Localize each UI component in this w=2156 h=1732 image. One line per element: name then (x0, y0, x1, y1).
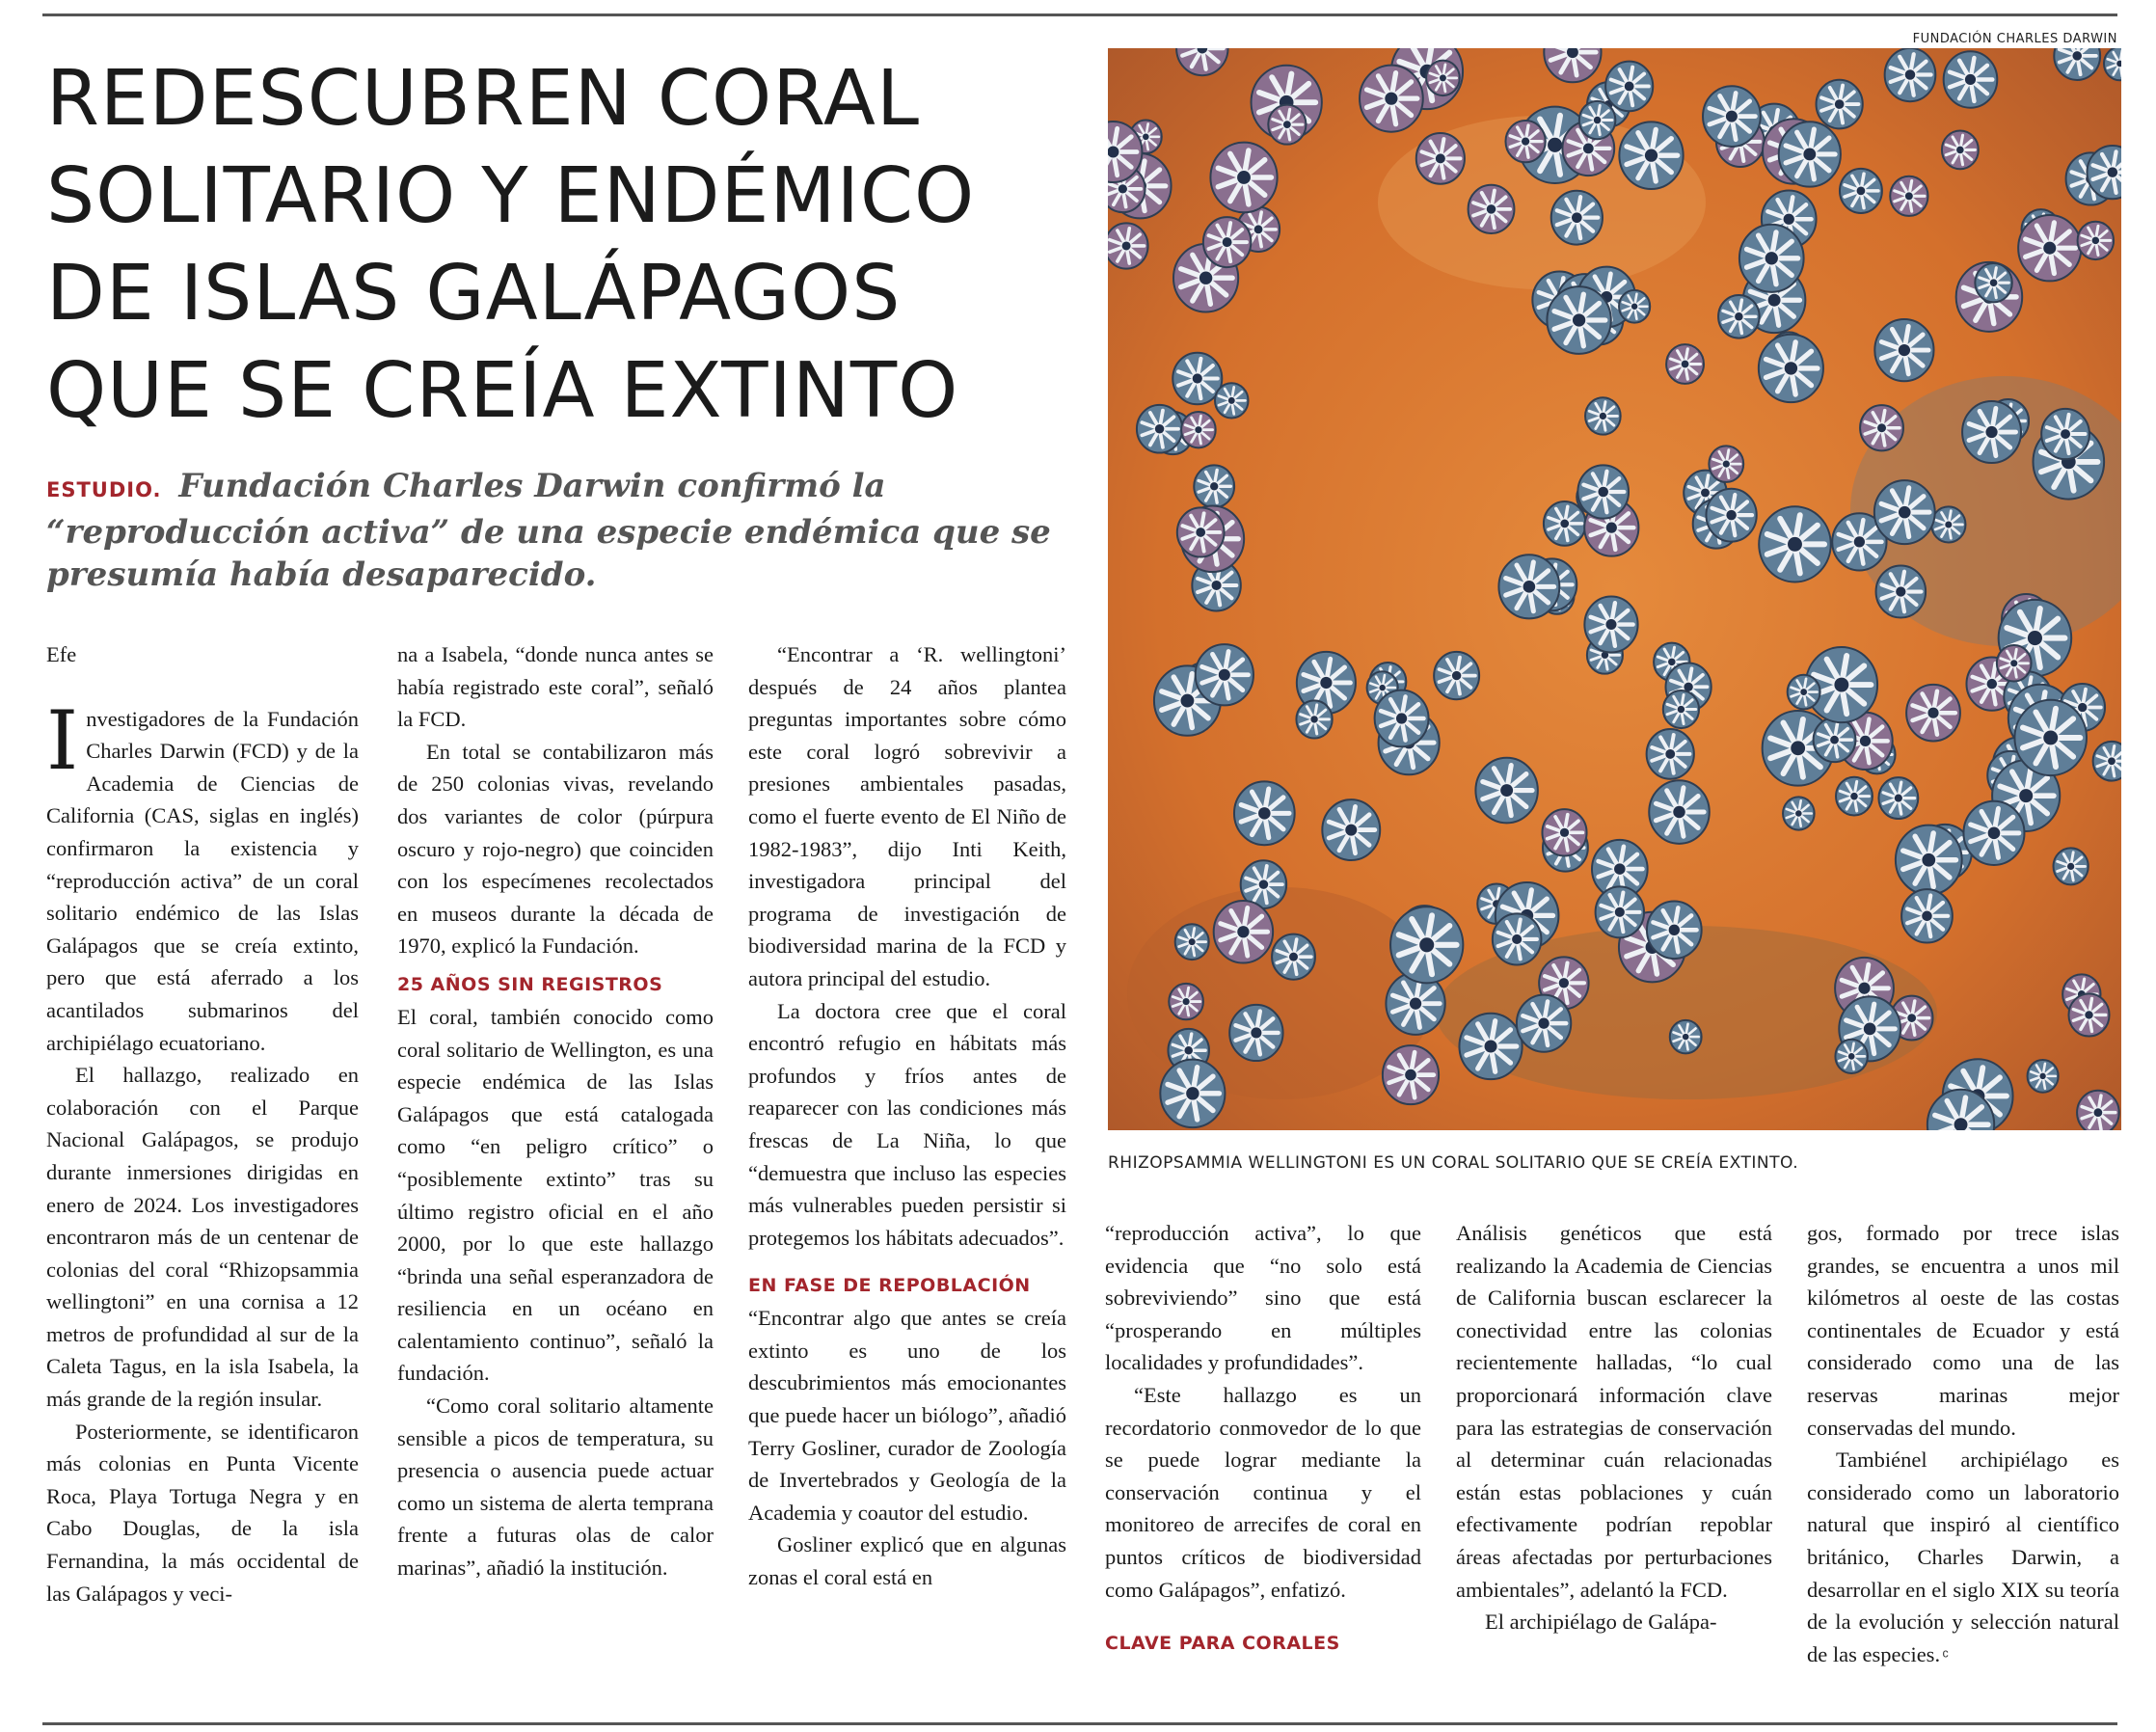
coral-polyp (2018, 215, 2081, 281)
coral-polyp (1215, 383, 1248, 418)
coral-polyp (1840, 169, 1882, 213)
coral-polyp (1579, 101, 1615, 139)
coral-polyp (1890, 176, 1927, 216)
photo-caption: RHIZOPSAMMIA WELLINGTONI ES UN CORAL SOLITARIO QUE SE CREÍA EXTINTO. (1108, 1153, 1799, 1173)
paragraph: Investigadores de la Fundación Charles Darwin (FCD) y de la Academia de Ciencias de California (CAS, siglas en inglés) confirmaron la existencia y “reproducción activa” de un coral solitario endémico de las Islas Galápagos que se creía extinto, pero que está aferrado a los acantilados submarinos del archipiélago ecuatoriano. (46, 692, 359, 1055)
coral-polyp (1739, 225, 1804, 292)
coral-polyp (1997, 645, 2032, 682)
coral-polyp (1272, 934, 1315, 980)
coral-polyp (1703, 86, 1761, 147)
coral-polyp (1551, 191, 1603, 245)
coral-polyp (1878, 777, 1918, 819)
coral-polyp (1944, 51, 1998, 107)
coral-polyp (1169, 984, 1203, 1019)
article-column-6 (1807, 1217, 2119, 1672)
coral-polyp (1942, 131, 1979, 170)
paragraph: na a Isabela, “donde nunca antes se había registrado este coral”, señaló la FCD. (397, 642, 714, 732)
headline-line-1: REDESCUBREN CORAL (46, 54, 920, 143)
headline-line-4: QUE SE CREÍA EXTINTO (46, 346, 959, 435)
coral-polyp (1547, 286, 1610, 354)
coral-polyp (1542, 809, 1586, 855)
coral-polyp (1931, 506, 1965, 542)
coral-polyp (2028, 1060, 2059, 1093)
coral-polyp (1788, 675, 1820, 710)
coral-polyp (1874, 480, 1935, 544)
coral-polyp (1596, 886, 1644, 937)
headline-line-3: DE ISLAS GALÁPAGOS (46, 249, 902, 338)
coral-polyp (1666, 344, 1704, 384)
coral-polyp (1108, 223, 1148, 268)
coral-polyp (1322, 799, 1380, 860)
coral-polyp (1469, 185, 1515, 233)
paragraph: “Este hallazgo es un recordatorio conmovedor de lo que se puede lograr mediante la conservación continua y el monitoreo de arrecifes de coral en puntos críticos de biodiversidad como Galápagos”, enfatizó. (1105, 1382, 1421, 1602)
coral-photo (1108, 48, 2121, 1130)
coral-polyp (1759, 506, 1831, 582)
coral-polyp (1670, 1020, 1702, 1053)
coral-polyp (1779, 122, 1841, 186)
coral-polyp (1585, 397, 1621, 434)
paragraph: “Como coral solitario altamente sensible a picos de temperatura, su presencia o ausencia puede actuar como un sistema de alerta temprana frente a futuras olas de calor marinas”, añadió la institución. (397, 1394, 714, 1581)
coral-polyp (1296, 700, 1332, 738)
coral-polyp (1885, 48, 1936, 101)
paragraph: “Encontrar a ‘R. wellingtoni’ después de 24 años plantea preguntas importantes sobre cómo este coral logró sobrevivir a presiones ambientales pasadas, como el fuerte evento de El Niño de 1982-1983”, dijo Inti Keith, investigadora principal del programa de investigación de biodiversidad marina de la FCD y autora principal del estudio. (748, 642, 1066, 990)
coral-polyp (1605, 62, 1653, 112)
paragraph: gos, formado por trece islas grandes, se encuentra a unos mil kilómetros al oeste de las costas continentales de Ecuador y está considerado como una de las reservas marinas mejor conservadas del mundo. (1807, 1221, 2119, 1440)
coral-polyp (1718, 295, 1760, 338)
coral-polyp (1709, 446, 1743, 482)
coral-polyp (1493, 913, 1542, 964)
coral-polyp (2014, 700, 2087, 775)
coral-polyp (2078, 222, 2114, 259)
paragraph: El hallazgo, realizado en colaboración con el Parque Nacional Galápagos, se produjo durante inmersiones dirigidas en enero de 2024. Los investigadores encontraron más de un centenar de colonias del coral “Rhizopsammia wellingtoni” en una cornisa a 12 metros de profundidad al sur de la Caleta Tagus, en la isla Isabela, la más grande de la región insular. (46, 1063, 359, 1412)
coral-polyp (1383, 1045, 1439, 1104)
coral-polyp (1434, 652, 1479, 699)
coral-polyp (1203, 217, 1252, 267)
coral-polyp (1647, 902, 1702, 960)
subhead: CLAVE PARA CORALES (1105, 1633, 1340, 1655)
coral-polyp (1229, 1005, 1282, 1061)
article-column-4 (1105, 1217, 1421, 1660)
coral-polyp (2077, 1091, 2119, 1130)
coral-polyp (1835, 1040, 1867, 1073)
paragraph: Tambiénel archipiélago es considerado como un laboratorio natural que inspiró al científico británico, Charles Darwin, a desarrollar en el siglo XIX su teoría de la evolución y selección natural de las especies. (1807, 1448, 2119, 1666)
coral-polyp (1906, 685, 1960, 742)
coral-polyp (1619, 290, 1650, 323)
coral-polyp (1901, 889, 1953, 942)
photo-credit: FUNDACIÓN CHARLES DARWIN (1912, 32, 2117, 46)
coral-polyp (1706, 489, 1756, 542)
coral-polyp (1175, 924, 1209, 960)
byline: Efe (46, 642, 77, 666)
paragraph: “Encontrar algo que antes se creía extinto es uno de los descubrimientos más emocionantes que puede hacer un biólogo”, añadió Terry Gosliner, curador de Zoología de Invertebrados y Geología de la Academia y coautor del estudio. (748, 1306, 1066, 1525)
coral-polyp (1963, 801, 2024, 865)
deck (46, 465, 1059, 596)
coral-polyp (1360, 66, 1423, 132)
coral-polyp (1783, 797, 1815, 829)
coral-polyp (1177, 507, 1225, 556)
paragraph: Gosliner explicó que en algunas zonas el coral está en (748, 1532, 1066, 1590)
article-column-3 (748, 638, 1066, 1594)
paragraph: En total se contabilizaron más de 250 colonias vivas, revelando dos variantes de color (púrpura oscuro y rojo-negro) que coinciden con los especímenes recolectados en museos durante la década de 1970, explicó la Fundación. (397, 739, 714, 959)
article-column-1 (46, 638, 359, 1610)
coral-polyp (1975, 263, 2011, 302)
coral-polyp (1426, 61, 1460, 95)
coral-polyp (1210, 143, 1277, 213)
coral-polyp (1759, 335, 1823, 402)
deck-text: Fundación Charles Darwin confirmó la “reproducción activa” de una especie endémica que se presumía había desaparecido. (46, 467, 1051, 594)
bottom-rule (42, 1722, 2117, 1725)
coral-polyp (1505, 121, 1545, 162)
coral-polyp (1619, 122, 1683, 189)
coral-polyp (1663, 690, 1699, 728)
coral-polyp (1649, 780, 1710, 844)
coral-polyp (1817, 80, 1863, 129)
coral-polyp (1160, 1060, 1225, 1128)
coral-polyp (1814, 717, 1856, 762)
coral-polyp (1137, 405, 1182, 453)
coral-polyp (1234, 781, 1295, 845)
coral-polyp (1874, 319, 1933, 381)
coral-polyp (1517, 995, 1571, 1052)
coral-polyp (1268, 105, 1306, 145)
coral-polyp (1475, 758, 1537, 824)
headline-line-2: SOLITARIO Y ENDÉMICO (46, 151, 976, 240)
coral-polyp (1876, 565, 1927, 617)
coral-polyp (1416, 133, 1465, 184)
paragraph: Análisis genéticos que está realizando la Academia de Ciencias de California buscan esclarecer la conectividad entre las colonias recientemente halladas, “lo cual proporcionará información clave para las estrategias de conservación al determinar cuán relacionadas están estas poblaciones y cuán efectivamente podrían repoblar áreas afectadas por perturbaciones ambientales”, adelantó la FCD. (1456, 1221, 1772, 1602)
coral-polyp (1544, 501, 1586, 546)
paragraph: La doctora cree que el coral encontró refugio en hábitats más profundos y fríos antes de reaparecer con las condiciones más frescas de La Niña, lo que “demuestra que incluso las especies más vulnerables pueden persistir si protegemos los hábitats adecuados”. (748, 998, 1066, 1250)
coral-polyp (1896, 825, 1962, 895)
coral-polyp (2054, 848, 2089, 884)
coral-polyp (1647, 729, 1694, 779)
coral-polyp (2041, 409, 2089, 459)
coral-polyp (1390, 907, 1463, 983)
coral-polyp (2093, 742, 2121, 781)
coral-polyp (1196, 644, 1253, 705)
paragraph: “reproducción activa”, lo que evidencia que “no solo está sobreviviendo” sino que está “prosperando en múltiples localidades y profundidades”. (1105, 1221, 1421, 1375)
coral-polyp (1836, 777, 1873, 816)
coral-polyp (1498, 555, 1559, 618)
article-column-2 (397, 638, 714, 1584)
coral-polyp (1375, 690, 1429, 747)
coral-polyp (1181, 412, 1216, 447)
paragraph: Posteriormente, se identificaron más colonias en Punta Vicente Roca, Playa Tortuga Negra y en Cabo Douglas, de la isla Fernandina, la más occidental de las Galápagos y veci- (46, 1419, 359, 1606)
paragraph: El archipiélago de Galápa- (1485, 1610, 1717, 1635)
subhead: EN FASE DE REPOBLACIÓN (748, 1275, 1031, 1297)
coral-polyp (1194, 465, 1234, 507)
coral-polyp (1962, 401, 2021, 463)
coral-polyp (1584, 597, 1637, 653)
subhead: 25 AÑOS SIN REGISTROS (397, 973, 663, 995)
dropcap: I (46, 692, 79, 788)
coral-polyp (2068, 993, 2109, 1036)
headline (46, 50, 1088, 440)
coral-polyp (1577, 465, 1629, 518)
coral-polyp (1459, 1014, 1522, 1079)
deck-kicker: ESTUDIO. (46, 478, 162, 501)
top-rule (42, 14, 2117, 16)
paragraph: El coral, también conocido como coral solitario de Wellington, es una especie endémica de las Islas Galápagos que está catalogada como “en peligro crítico” o “posiblemente extinto” tras su último registro oficial en el año 2000, por lo que este hallazgo “brinda una señal esperanzadora de resiliencia en un océano en calentamiento continuo”, señaló la fundación. (397, 1004, 714, 1386)
article-column-5 (1456, 1217, 1772, 1638)
coral-polyp (1860, 405, 1903, 450)
coral-polyp (1214, 901, 1273, 963)
